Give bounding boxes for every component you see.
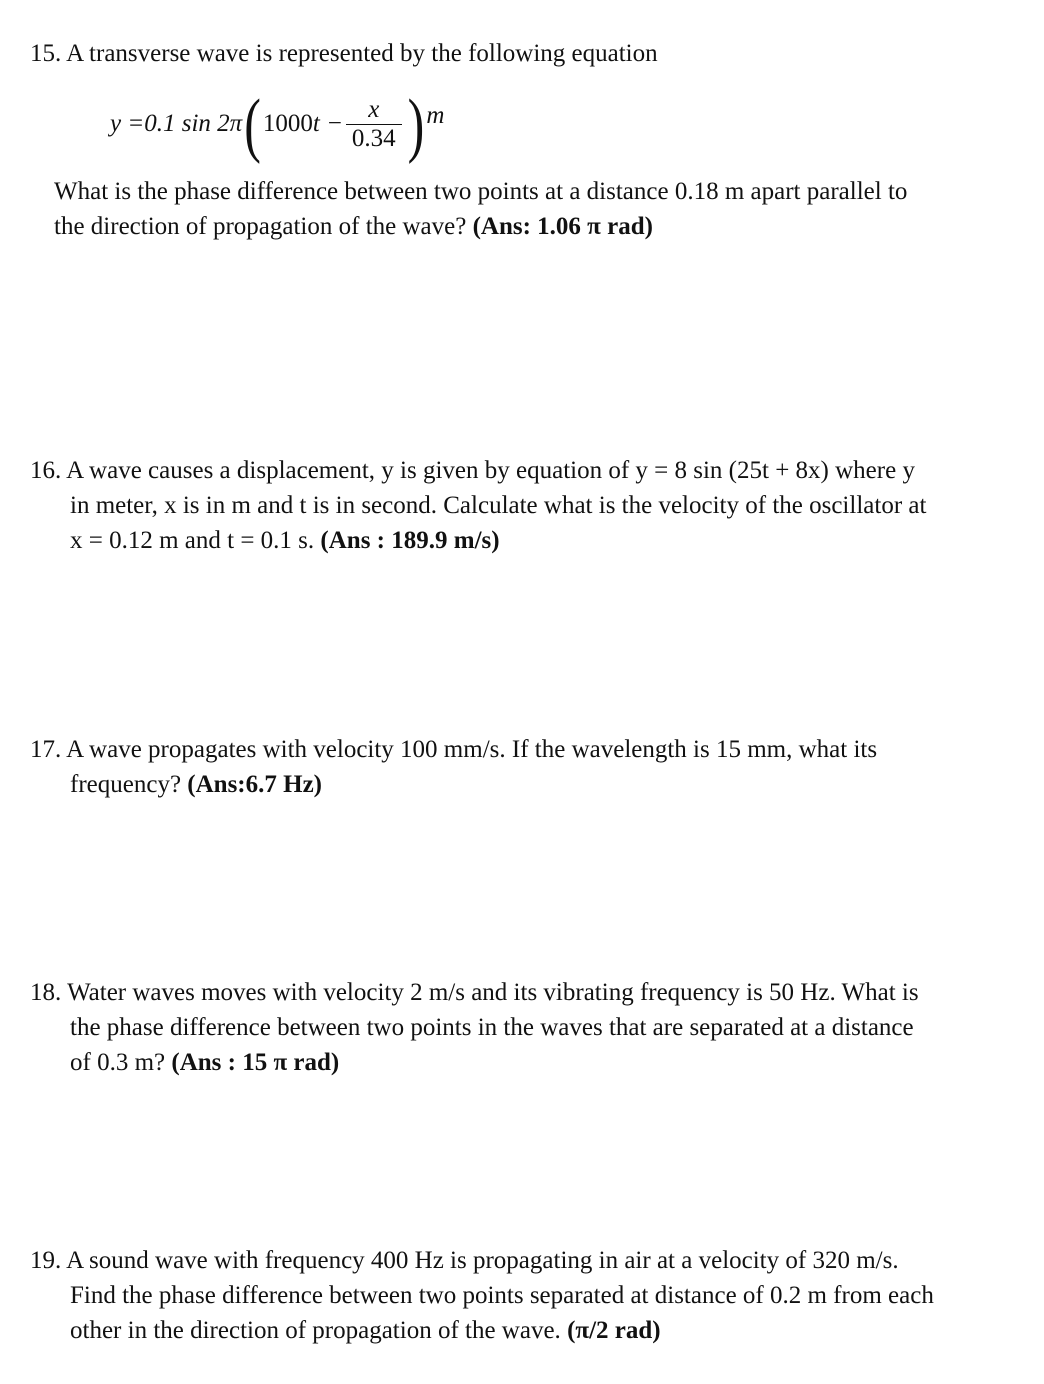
right-paren: ) [407,83,425,165]
question-text: the direction of propagation of the wave? [54,213,467,240]
question-number: 18. [30,979,62,1006]
answer: (Ans : 15 π rad) [171,1049,340,1076]
question-number: 16. [30,457,62,484]
question-15-line-2: What is the phase difference between two points at a distance 0.18 m apart parallel to [54,178,908,205]
equation-unit: m [426,102,445,129]
question-18-line-3 [30,1045,990,1080]
left-paren: ( [244,83,261,165]
answer: (Ans:6.7 Hz) [187,771,323,798]
equation-pi: π [229,110,243,137]
question-text: A sound wave with frequency 400 Hz is propagating in air at a velocity of 320 m/s. [66,1247,899,1274]
question-text: frequency? [70,771,182,798]
fraction-numerator: x [368,95,380,123]
question-16-line-3 [30,523,990,558]
question-text: Water waves moves with velocity 2 m/s and its vibrating frequency is 50 Hz. What is [67,979,919,1006]
question-text: A wave causes a displacement, y is given by equation of y = 8 sin (25t + 8x) where y [66,457,915,484]
question-text: A transverse wave is represented by the following equation [66,40,658,67]
question-18 [30,975,990,1080]
question-15-body [54,174,1014,244]
question-text: other in the direction of propagation of the wave. [70,1317,561,1344]
question-number: 17. [30,736,62,763]
answer: (π/2 rad) [567,1317,661,1344]
question-number: 19. [30,1247,62,1274]
question-19 [30,1243,990,1348]
question-18-line-1 [30,975,990,1010]
question-text: x = 0.12 m and t = 0.1 s. [70,527,315,554]
question-17-line-1 [30,732,990,767]
equation-term: 1000 [262,110,313,137]
equation-t: t [312,110,320,137]
question-17-line-2 [30,767,990,802]
answer: (Ans: 1.06 π rad) [472,213,653,240]
question-19-line-1 [30,1243,990,1278]
question-16 [30,453,990,558]
question-17 [30,732,990,802]
question-19-line-2: Find the phase difference between two points separated at distance of 0.2 m from each [70,1282,934,1309]
question-15 [30,36,1010,71]
question-15-line-1 [30,36,1010,71]
question-16-line-2: in meter, x is in m and t is in second. Calculate what is the velocity of the oscillator at [70,492,927,519]
question-number: 15. [30,40,62,67]
equation-fraction [346,96,402,153]
question-19-line-3 [30,1313,990,1348]
question-text: A wave propagates with velocity 100 mm/s. If the wavelength is 15 mm, what its [66,736,878,763]
question-15-line-3 [54,209,1014,244]
question-text: of 0.3 m? [70,1049,166,1076]
fraction-denominator: 0.34 [351,124,396,152]
equation-lhs: y =0.1 sin 2 [110,110,230,137]
wave-equation [110,83,445,165]
question-18-line-2: the phase difference between two points in the waves that are separated at a distance [70,1014,914,1041]
equation-minus: − [327,110,342,137]
answer: (Ans : 189.9 m/s) [320,527,500,554]
question-16-line-1 [30,453,990,488]
